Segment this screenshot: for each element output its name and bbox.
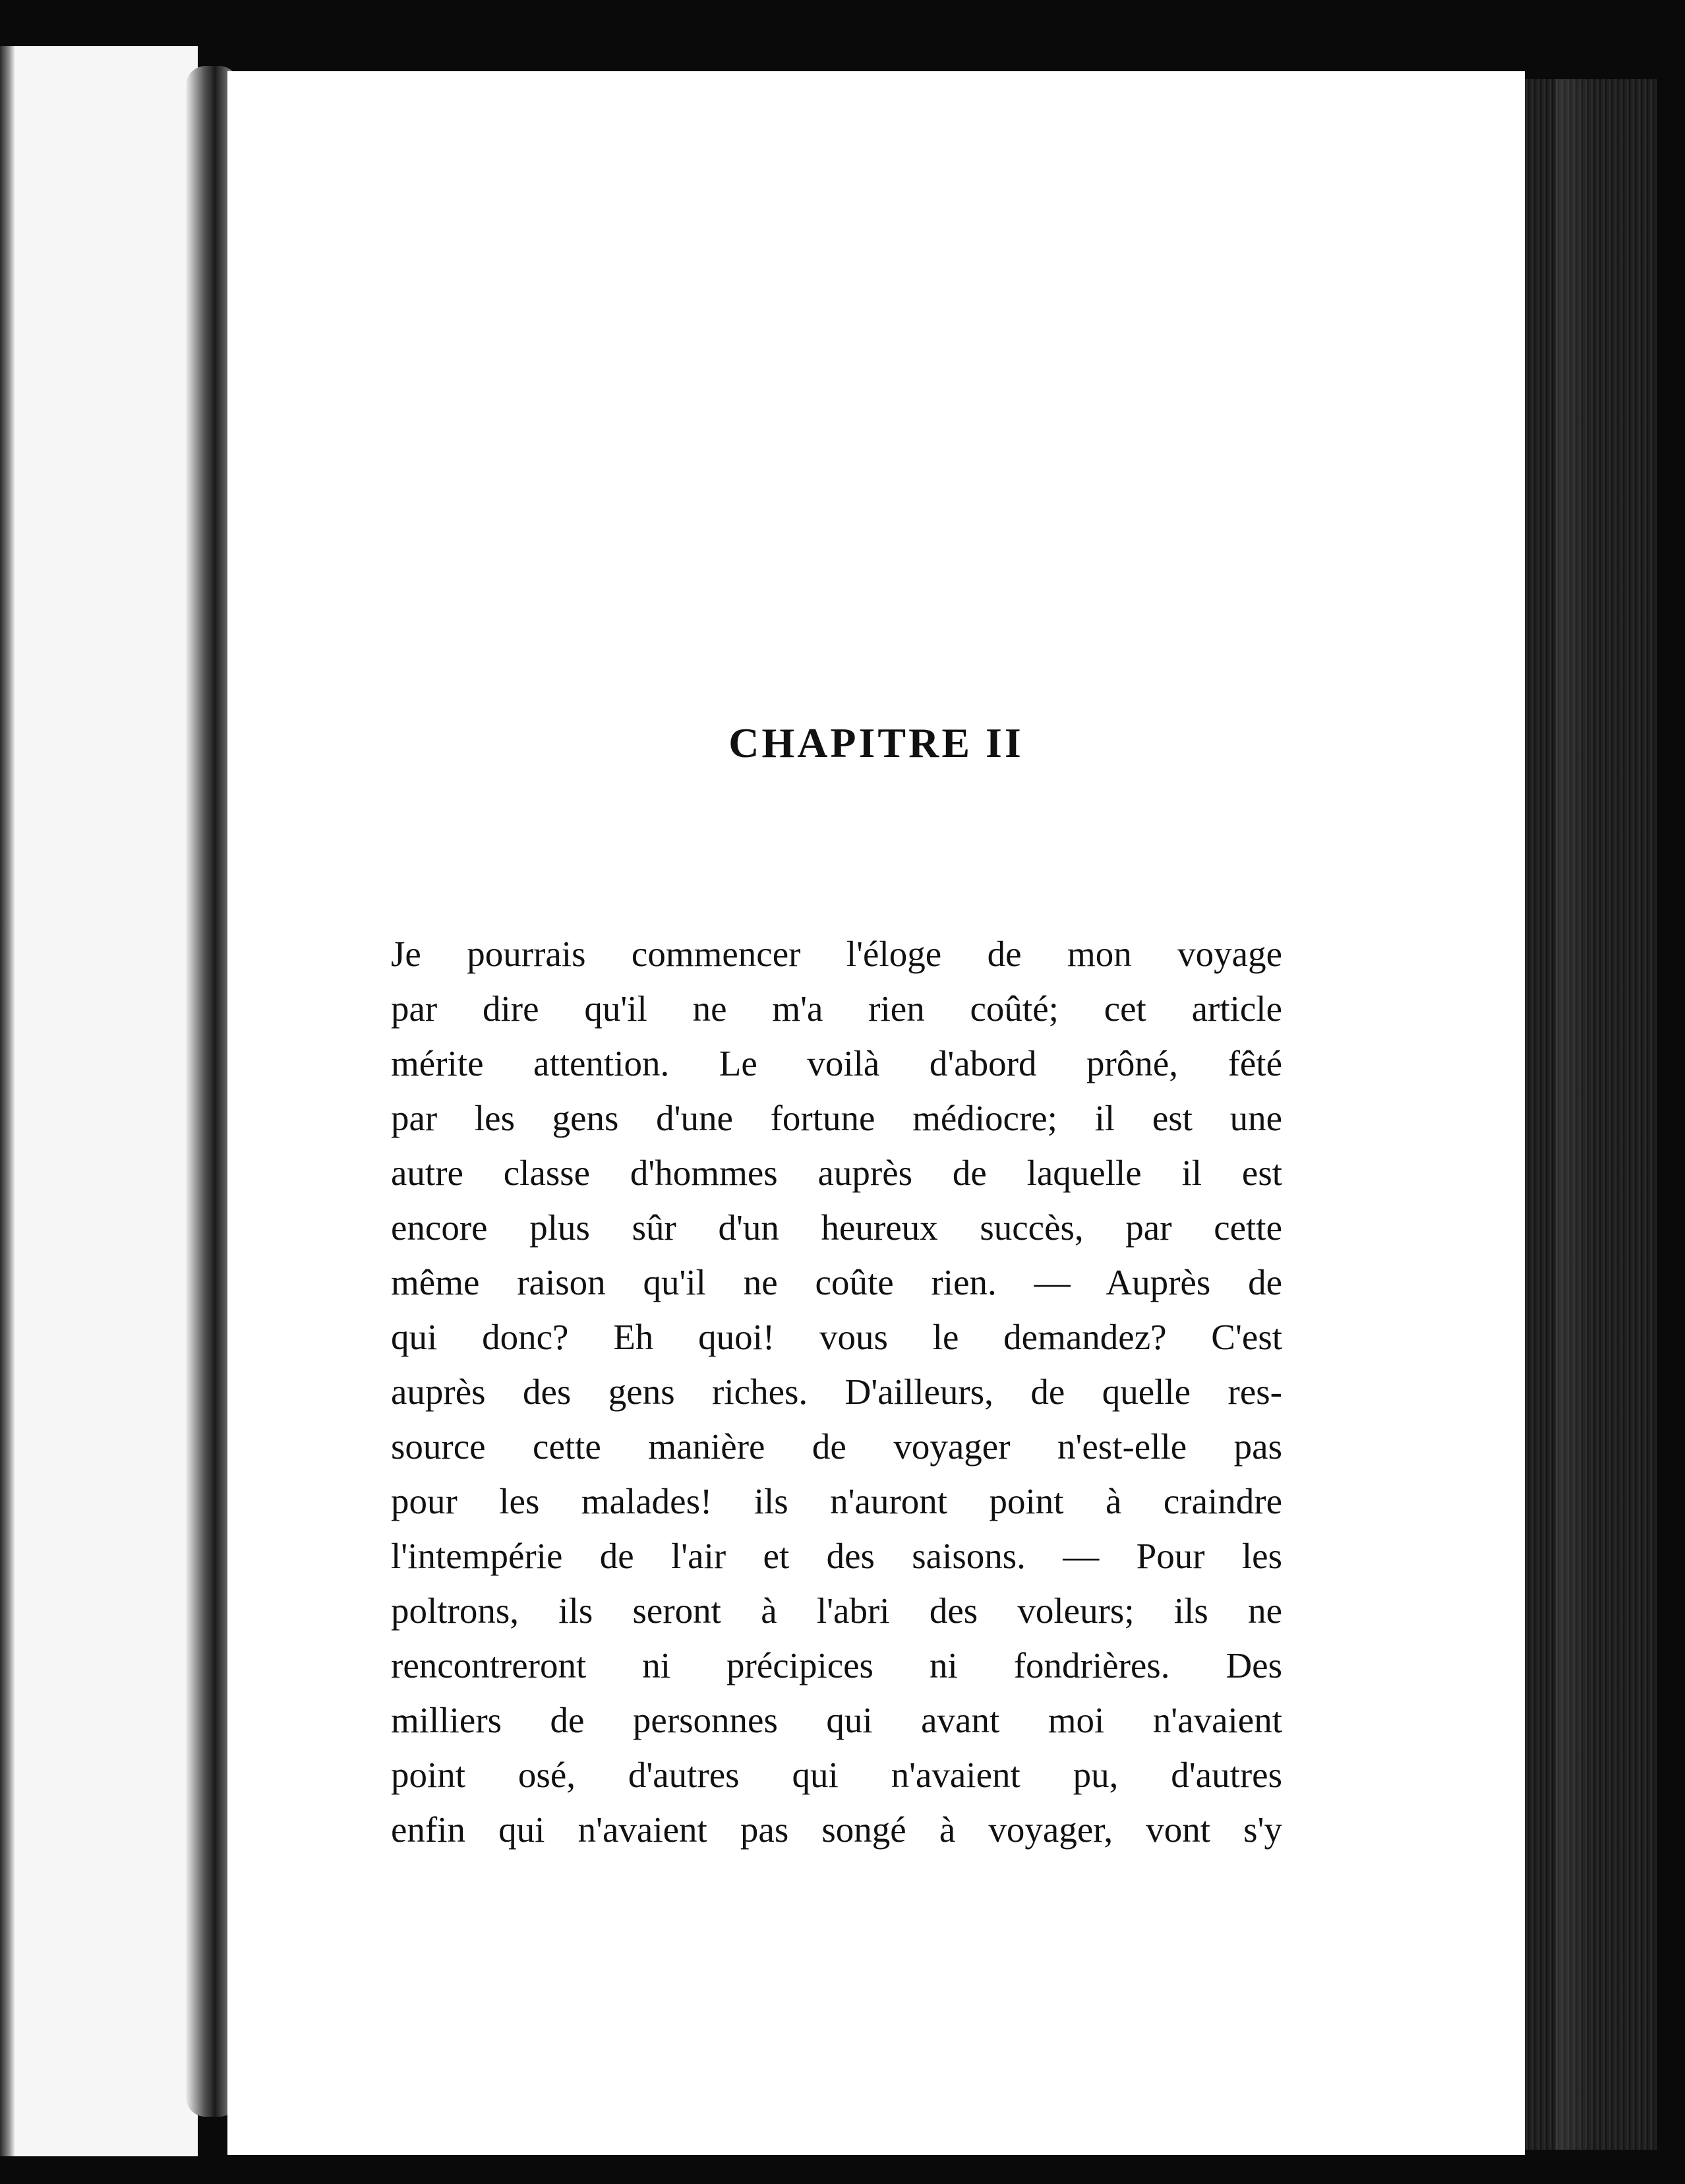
chapter-heading: CHAPITRE II [728,719,1024,766]
text-line: même raison qu'il ne coûte rien. — Auprès de [391,1262,1282,1302]
text-line: poltrons, ils seront à l'abri des voleurs; ils ne [391,1591,1282,1631]
text-line: milliers de personnes qui avant moi n'avaient [391,1700,1282,1740]
text-line: encore plus sûr d'un heureux succès, par cette [391,1207,1282,1248]
left-page-edge [0,46,198,2156]
text-line: l'intempérie de l'air et des saisons. — Pour les [391,1536,1282,1576]
text-line: pour les malades! ils n'auront point à craindre [391,1481,1282,1521]
text-line: enfin qui n'avaient pas songé à voyager, vont s'y [391,1809,1282,1850]
text-line: point osé, d'autres qui n'avaient pu, d'autres [391,1755,1282,1795]
fore-edge-highlight [1556,79,1595,2150]
left-page-shadow [0,46,15,2156]
text-line: source cette manière de voyager n'est-elle pas [391,1426,1282,1467]
text-line: par dire qu'il ne m'a rien coûté; cet article [391,988,1282,1029]
text-line: par les gens d'une fortune médiocre; il est une [391,1098,1282,1138]
chapter-body-text [391,926,1282,1857]
text-line: qui donc? Eh quoi! vous le demandez? C'est [391,1317,1282,1357]
text-line: auprès des gens riches. D'ailleurs, de quelle res- [391,1372,1282,1412]
text-line: Je pourrais commencer l'éloge de mon voyage [391,934,1282,974]
text-line: mérite attention. Le voilà d'abord prôné, fêté [391,1043,1282,1083]
text-line: rencontreront ni précipices ni fondrières. Des [391,1645,1282,1685]
text-line: autre classe d'hommes auprès de laquelle il est [391,1153,1282,1193]
